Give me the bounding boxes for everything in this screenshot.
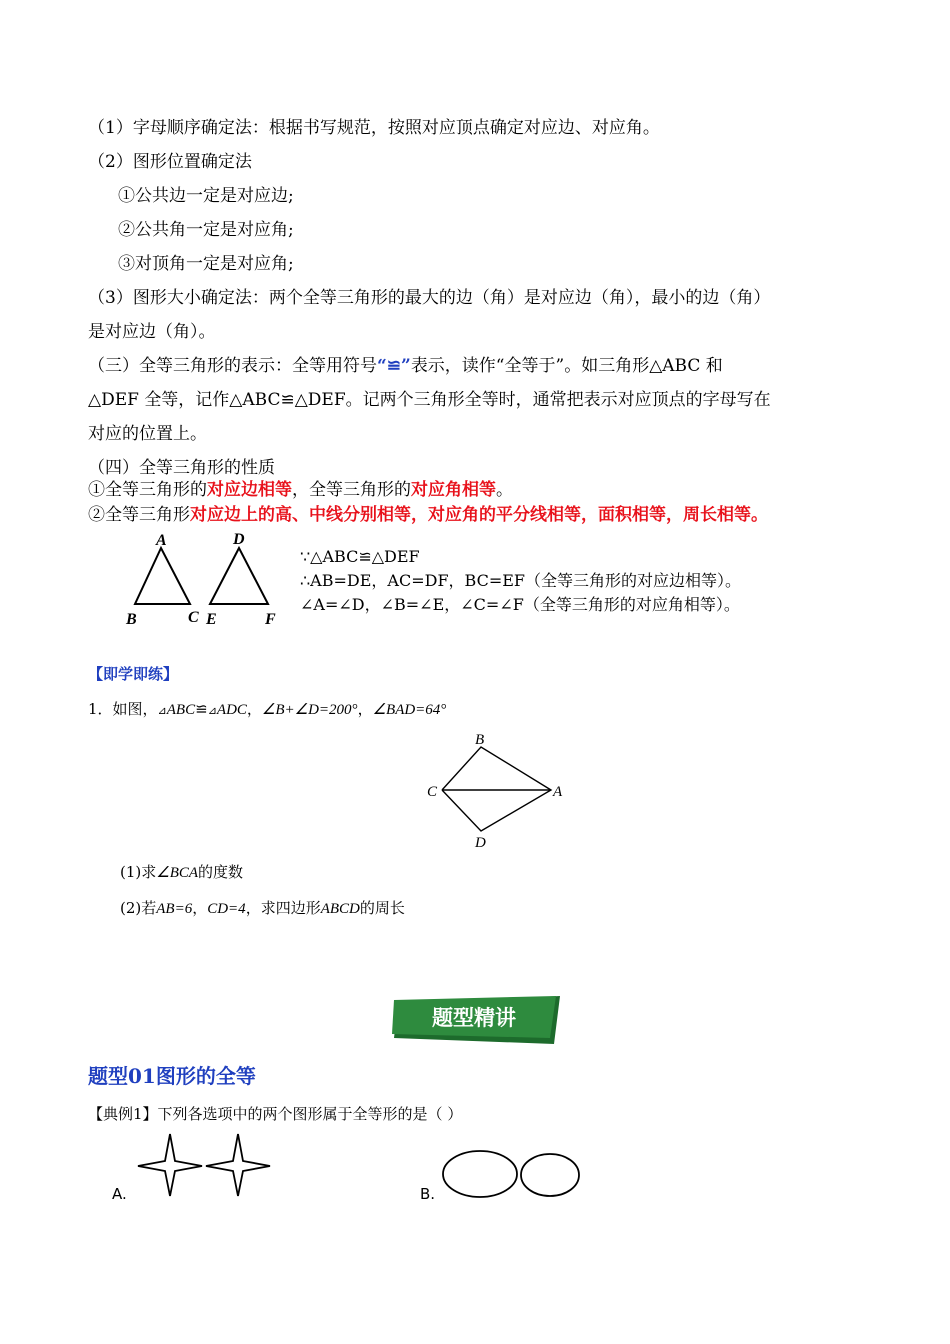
star-shape-2 [206,1134,270,1196]
notation-text-post: 表示，读作“全等于”。如三角形△ABC 和 [410,356,723,376]
triangle-abc [135,548,190,604]
section-banner [390,994,562,1046]
kite-label-b: B [475,732,485,748]
kite-label-a: A [553,784,563,800]
label-c: C [188,609,199,626]
ellipse-small [521,1154,579,1196]
option-b-label: B. [420,1185,436,1203]
sub1-suffix: 的度数 [198,863,244,881]
sub2-ab: AB=6 [156,901,193,917]
method-2-item-a: ①公共边一定是对应边; [118,186,294,206]
property-2-highlight: 对应边上的高、中线分别相等，对应角的平分线相等，面积相等，周长相等。 [190,505,768,525]
label-d: D [233,531,245,548]
option-b-ellipses-figure [440,1148,585,1200]
property-2 [88,503,768,527]
label-f: F [265,611,276,628]
question-number: 1．如图， [88,700,158,718]
section-title: 题型01图形的全等 [88,1064,256,1088]
label-b: B [126,611,137,628]
condition-1: ∠B+∠D=200° [261,702,358,718]
sub2-prefix: (2)若 [120,899,157,917]
property-2-text: ②全等三角形 [88,505,190,525]
practice-question: 1．如图，⊿ABC≌⊿ADC，∠B+∠D=200°，∠BAD=64° [88,700,447,718]
practice-heading: 【即学即练】 [88,665,179,683]
property-1-end: 。 [496,480,513,500]
example-question: 【典例1】下列各选项中的两个图形属于全等形的是（ ） [88,1105,463,1123]
kite-label-c: C [427,784,438,800]
method-2-item-c: ③对顶角一定是对应角; [118,254,294,274]
label-e: E [206,611,217,628]
method-3-line-1: （3）图形大小确定法：两个全等三角形的最大的边（角）是对应边（角），最小的边（角） [88,288,771,308]
sub1-prefix: (1)求 [120,863,157,881]
triangle-def [210,548,268,604]
condition-2: ∠BAD=64° [372,702,447,718]
star-shape-1 [138,1134,202,1196]
notation-line-2: △DEF 全等，记作△ABC≌△DEF。记两个三角形全等时，通常把表示对应顶点的字母写在 [88,390,771,410]
option-a-label: A. [112,1185,127,1203]
separator: ， [192,899,208,917]
notation-line-1 [88,354,723,378]
notation-text: （三）全等三角形的表示：全等用符号 [88,356,377,376]
property-1 [88,478,513,502]
sub2-suffix: 的周长 [359,899,405,917]
notation-line-3: 对应的位置上。 [88,424,207,444]
option-a-stars-figure [134,1130,274,1200]
proof-line-2: ∴AB=DE，AC=DF，BC=EF（全等三角形的对应边相等）。 [300,571,742,590]
property-1-highlight-b: 对应角相等 [411,480,496,500]
proof-line-3: ∠A=∠D，∠B=∠E，∠C=∠F（全等三角形的对应角相等）。 [300,595,740,614]
ellipse-large [443,1151,517,1197]
triangle-adc-name: ADC [216,702,247,718]
proof-line-1: ∵△ABC≌△DEF [300,547,420,566]
label-a: A [156,532,167,549]
sub2-cd: CD=4 [207,901,246,917]
properties-title: （四）全等三角形的性质 [88,458,275,478]
banner-text: 题型精讲 [432,1006,516,1030]
method-1: （1）字母顺序确定法：根据书写规范，按照对应顶点确定对应边、对应角。 [88,118,660,138]
property-1-text-b: ，全等三角形的 [292,480,411,500]
kite-outline [442,747,551,831]
separator: ， [357,700,373,718]
sub-question-1 [120,860,243,885]
triangle-abc-name: ABC [166,702,196,718]
congruent-sign: ≌ [195,700,208,718]
sub2-quad: ABCD [320,901,360,917]
congruence-symbol: “≌” [377,356,411,376]
kite-figure [420,728,580,852]
sub2-mid: ，求四边形 [245,899,321,917]
property-1-text: ①全等三角形的 [88,480,207,500]
congruent-triangles-figure [118,530,288,630]
kite-label-d: D [475,835,486,851]
sub-question-2 [120,896,405,921]
sub1-angle: ∠BCA [156,865,199,881]
method-2-item-b: ②公共角一定是对应角; [118,220,294,240]
property-1-highlight-a: 对应边相等 [207,480,292,500]
separator: ， [246,700,262,718]
method-2: （2）图形位置确定法 [88,152,252,172]
method-3-line-2: 是对应边（角）。 [88,322,216,342]
